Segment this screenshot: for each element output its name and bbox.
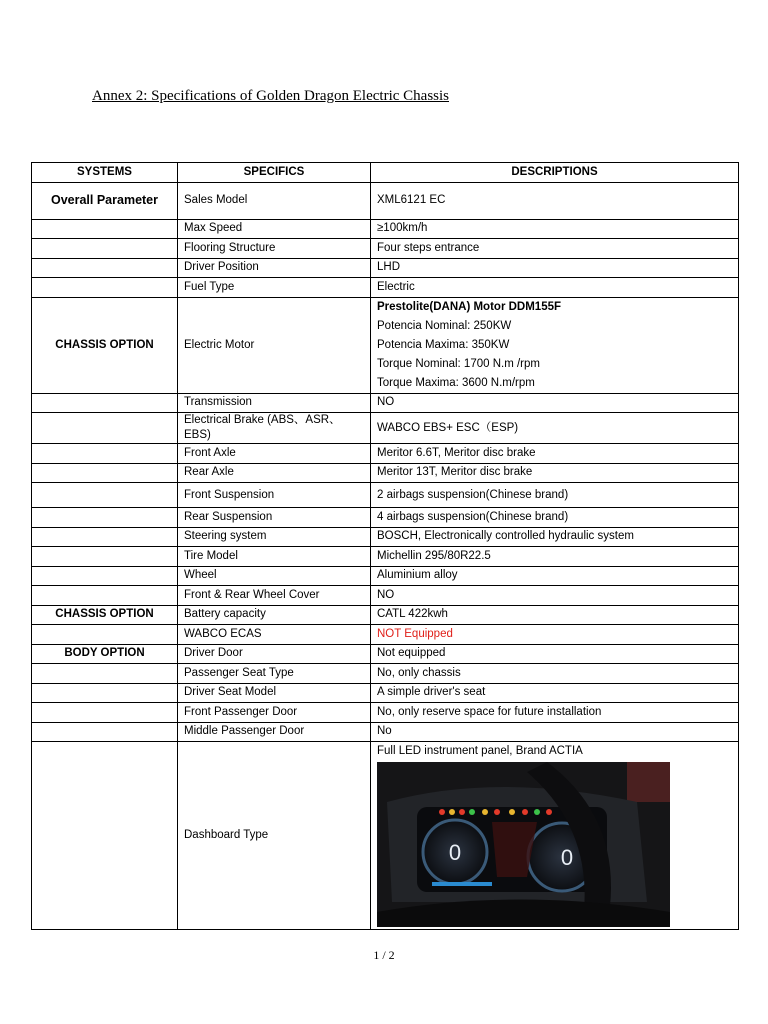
- system-cell: [32, 742, 178, 930]
- description-cell: [371, 742, 739, 930]
- specific-cell: Passenger Seat Type: [178, 664, 371, 684]
- table-row: [32, 683, 739, 703]
- description-cell: Not equipped: [371, 644, 739, 664]
- system-cell: CHASSIS OPTION: [32, 297, 178, 393]
- system-cell: [32, 413, 178, 444]
- specific-cell: Front Suspension: [178, 483, 371, 508]
- system-cell: [32, 625, 178, 645]
- left-gauge-value: 0: [448, 840, 462, 865]
- header-systems: SYSTEMS: [32, 163, 178, 183]
- description-cell: Four steps entrance: [371, 239, 739, 259]
- specific-cell: Front & Rear Wheel Cover: [178, 586, 371, 606]
- description-cell: No: [371, 722, 739, 742]
- specific-cell: Middle Passenger Door: [178, 722, 371, 742]
- description-cell: 2 airbags suspension(Chinese brand): [371, 483, 739, 508]
- specific-cell: Driver Seat Model: [178, 683, 371, 703]
- table-row: [32, 547, 739, 567]
- specific-cell: Front Axle: [178, 444, 371, 464]
- description-cell: 4 airbags suspension(Chinese brand): [371, 508, 739, 528]
- header-specifics: SPECIFICS: [178, 163, 371, 183]
- table-row: [32, 239, 739, 259]
- system-cell: CHASSIS OPTION: [32, 605, 178, 625]
- specific-cell: Tire Model: [178, 547, 371, 567]
- description-cell-warning: NOT Equipped: [371, 625, 739, 645]
- table-row: [32, 722, 739, 742]
- table-row: [32, 508, 739, 528]
- table-row: [32, 444, 739, 464]
- specific-cell: Front Passenger Door: [178, 703, 371, 723]
- system-cell: [32, 483, 178, 508]
- system-cell: [32, 444, 178, 464]
- description-cell: Aluminium alloy: [371, 566, 739, 586]
- table-row: [32, 566, 739, 586]
- table-row-dashboard: [32, 742, 739, 930]
- system-cell: [32, 703, 178, 723]
- specific-cell: Rear Suspension: [178, 508, 371, 528]
- specific-cell: Wheel: [178, 566, 371, 586]
- table-row: [32, 483, 739, 508]
- table-row: [32, 258, 739, 278]
- description-cell: NO: [371, 586, 739, 606]
- table-row: [32, 278, 739, 298]
- table-row: [32, 644, 739, 664]
- table-header-row: [32, 163, 739, 183]
- system-cell: BODY OPTION: [32, 644, 178, 664]
- table-row: [32, 625, 739, 645]
- table-row: [32, 182, 739, 219]
- specific-cell: Steering system: [178, 527, 371, 547]
- description-cell: Meritor 6.6T, Meritor disc brake: [371, 444, 739, 464]
- description-cell: No, only reserve space for future installation: [371, 703, 739, 723]
- description-cell: No, only chassis: [371, 664, 739, 684]
- description-cell: BOSCH, Electronically controlled hydraulic system: [371, 527, 739, 547]
- table-row: [32, 586, 739, 606]
- specific-cell: Battery capacity: [178, 605, 371, 625]
- specific-cell: Max Speed: [178, 219, 371, 239]
- system-cell: [32, 258, 178, 278]
- system-cell: [32, 586, 178, 606]
- system-cell: [32, 547, 178, 567]
- motor-nominal-torque: Torque Nominal: 1700 N.m /rpm: [377, 357, 540, 370]
- description-cell: ≥100km/h: [371, 219, 739, 239]
- header-descriptions: DESCRIPTIONS: [371, 163, 739, 183]
- dashboard-photo: [377, 762, 670, 927]
- description-cell: NO: [371, 393, 739, 413]
- motor-max-power: Potencia Maxima: 350KW: [377, 338, 510, 351]
- system-cell: [32, 219, 178, 239]
- page-number: 1 / 2: [373, 948, 395, 962]
- specific-cell: Dashboard Type: [178, 742, 371, 930]
- dashboard-description: Full LED instrument panel, Brand ACTIA: [377, 745, 583, 757]
- system-cell: Overall Parameter: [32, 182, 178, 219]
- description-cell: WABCO EBS+ ESC（ESP): [371, 413, 739, 444]
- table-row: [32, 393, 739, 413]
- specific-cell: Flooring Structure: [178, 239, 371, 259]
- system-cell: [32, 278, 178, 298]
- motor-max-torque: Torque Maxima: 3600 N.m/rpm: [377, 376, 535, 389]
- system-cell: [32, 722, 178, 742]
- specific-cell: WABCO ECAS: [178, 625, 371, 645]
- spec-table: [31, 162, 739, 930]
- table-row: [32, 413, 739, 444]
- system-cell: [32, 664, 178, 684]
- table-row: [32, 463, 739, 483]
- page-title: Annex 2: Specifications of Golden Dragon Electric Chassis: [92, 88, 449, 104]
- table-row-electric-motor: [32, 297, 739, 393]
- description-cell: Electric: [371, 278, 739, 298]
- system-cell: [32, 683, 178, 703]
- system-cell: [32, 566, 178, 586]
- description-cell: Meritor 13T, Meritor disc brake: [371, 463, 739, 483]
- system-cell: [32, 393, 178, 413]
- system-cell: [32, 463, 178, 483]
- table-row: [32, 703, 739, 723]
- table-row: [32, 664, 739, 684]
- description-cell: LHD: [371, 258, 739, 278]
- system-cell: [32, 527, 178, 547]
- table-row: [32, 605, 739, 625]
- table-row: [32, 527, 739, 547]
- specific-cell: Driver Door: [178, 644, 371, 664]
- specific-cell: Sales Model: [178, 182, 371, 219]
- system-cell: [32, 508, 178, 528]
- specific-cell: Electric Motor: [178, 297, 371, 393]
- motor-nominal-power: Potencia Nominal: 250KW: [377, 319, 512, 332]
- description-cell: Michellin 295/80R22.5: [371, 547, 739, 567]
- specific-cell: Rear Axle: [178, 463, 371, 483]
- system-cell: [32, 239, 178, 259]
- specific-cell: Driver Position: [178, 258, 371, 278]
- right-gauge-value: 0: [560, 845, 574, 870]
- description-cell: [371, 297, 739, 393]
- specific-cell: Electrical Brake (ABS、ASR、EBS): [178, 413, 371, 444]
- table-row: [32, 219, 739, 239]
- description-cell: A simple driver's seat: [371, 683, 739, 703]
- specific-cell: Fuel Type: [178, 278, 371, 298]
- dashboard-photo-illustration: [377, 762, 670, 927]
- specific-cell: Transmission: [178, 393, 371, 413]
- description-cell: XML6121 EC: [371, 182, 739, 219]
- description-cell: CATL 422kwh: [371, 605, 739, 625]
- motor-model: Prestolite(DANA) Motor DDM155F: [377, 300, 562, 313]
